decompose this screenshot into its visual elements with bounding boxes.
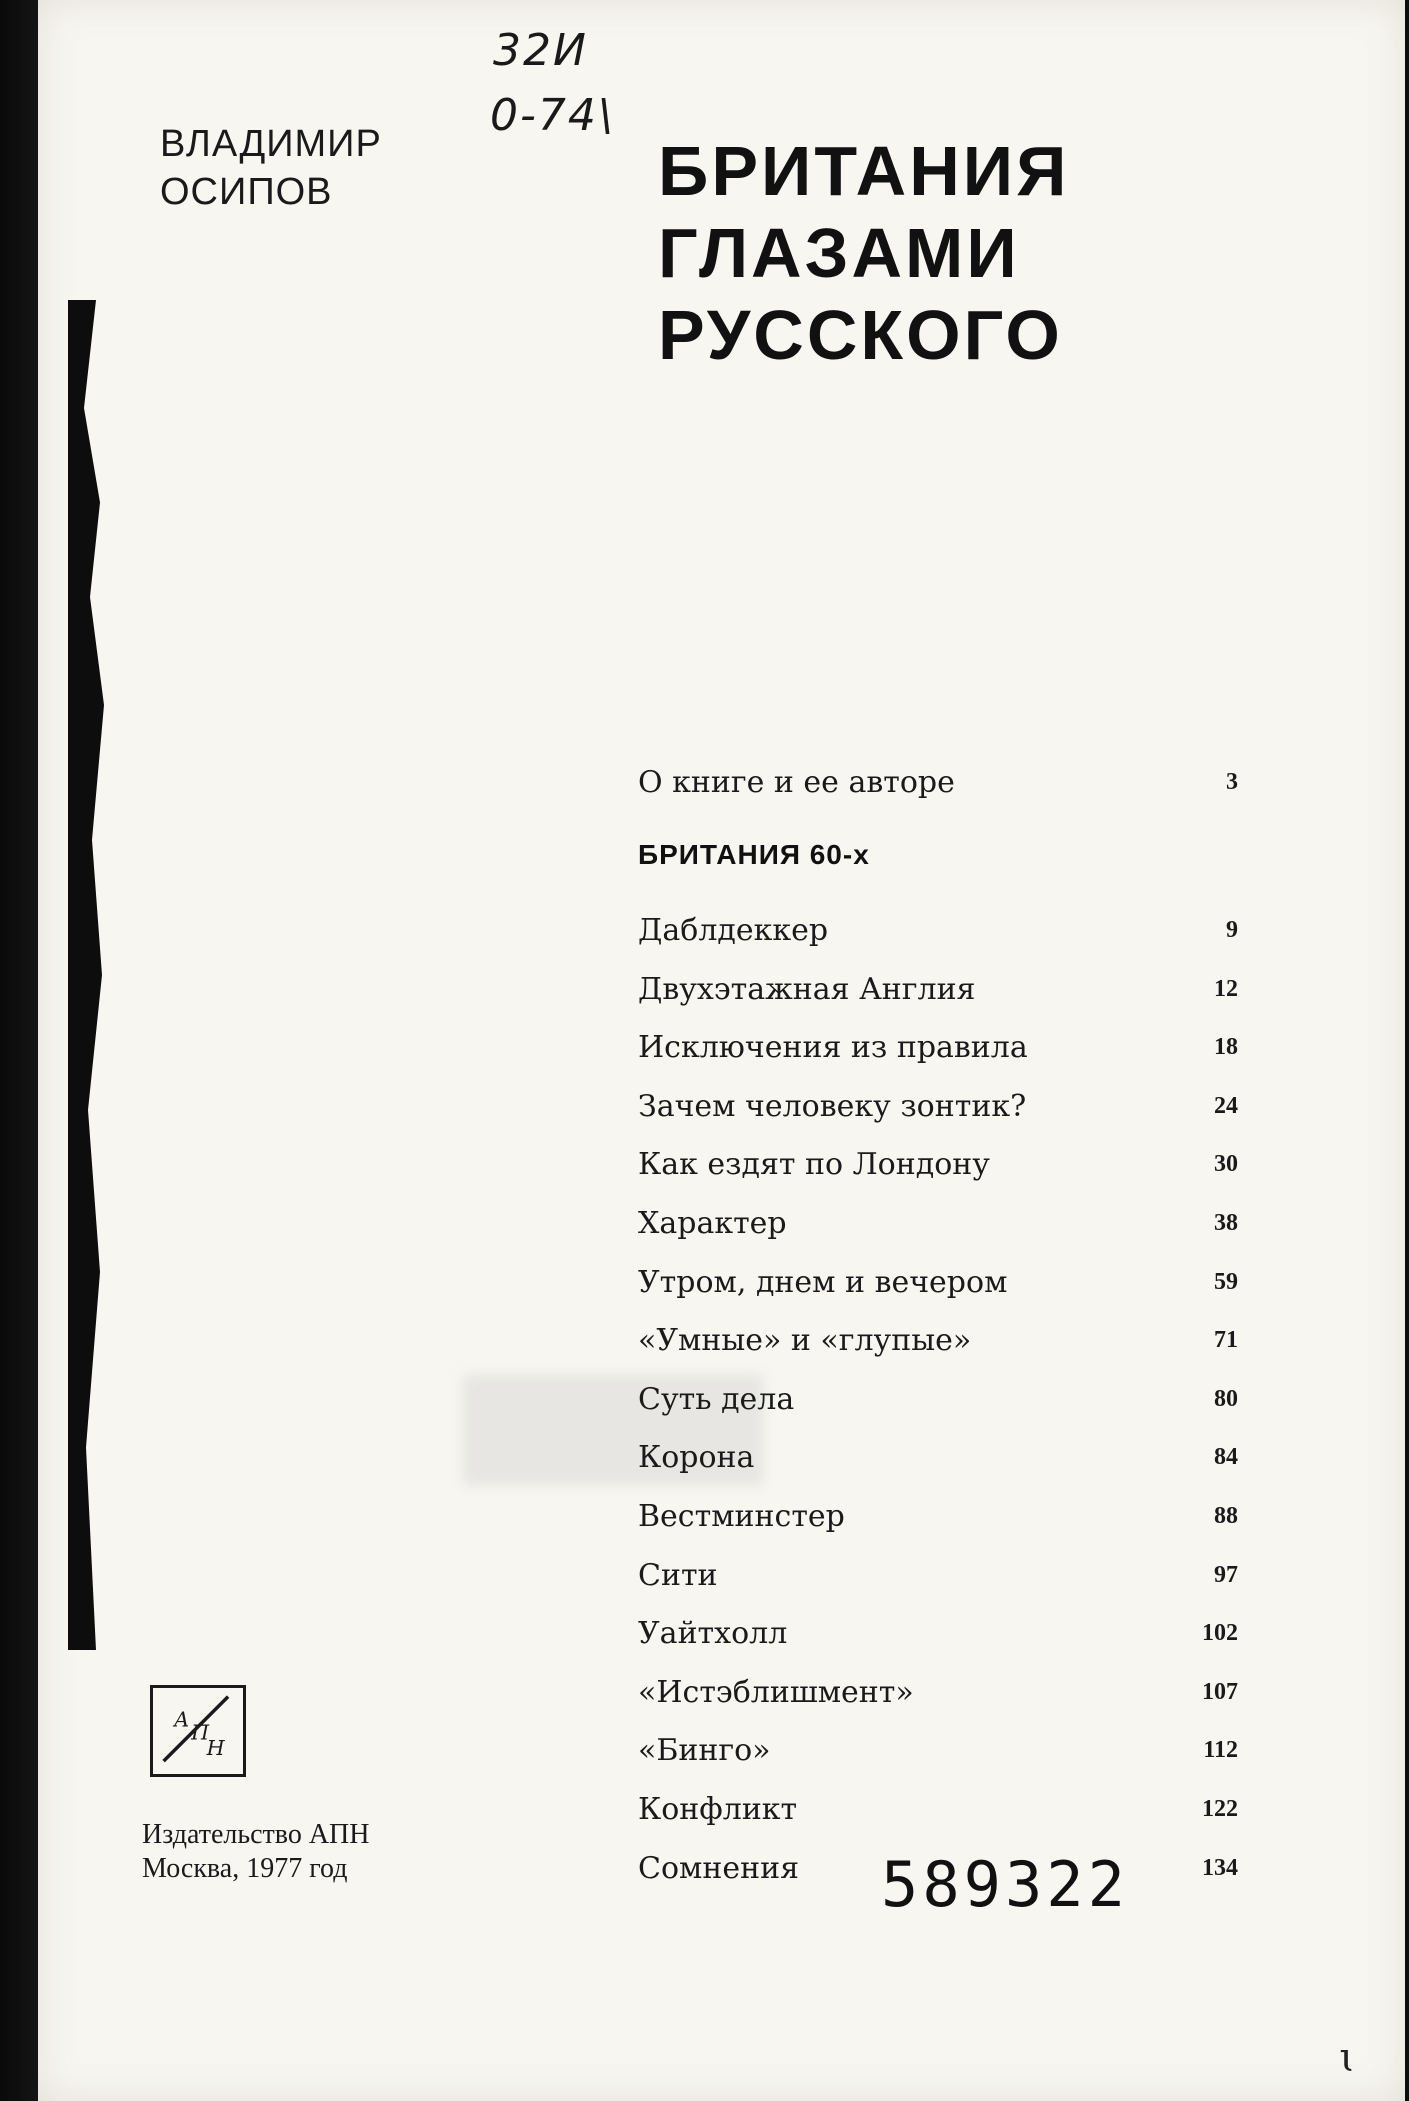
toc-entry-label: Даблдеккер bbox=[638, 913, 829, 948]
toc-entry-intro bbox=[638, 765, 1238, 839]
toc-entry-label: «Истэблишмент» bbox=[638, 1674, 914, 1710]
toc-entry-label: Уайтхолл bbox=[638, 1616, 788, 1652]
table-of-contents bbox=[638, 765, 1238, 1909]
toc-entry-page: 102 bbox=[1202, 1620, 1238, 1647]
toc-entry bbox=[638, 1733, 1238, 1792]
apn-logo bbox=[150, 1685, 246, 1777]
handwritten-author-code: 0-74\ bbox=[490, 90, 615, 141]
publisher-info bbox=[142, 1818, 370, 1886]
toc-entry-page: 71 bbox=[1214, 1327, 1238, 1354]
toc-entry bbox=[638, 1147, 1238, 1206]
author-first-name: ВЛАДИМИР bbox=[160, 123, 382, 165]
toc-entry-page: 24 bbox=[1214, 1092, 1238, 1119]
toc-entry-label: Двухэтажная Англия bbox=[638, 971, 976, 1007]
title-line-1: БРИТАНИЯ bbox=[658, 132, 1070, 210]
toc-entry-page: 38 bbox=[1214, 1209, 1238, 1236]
toc-entry-page: 30 bbox=[1214, 1151, 1238, 1178]
toc-entry-page: 122 bbox=[1202, 1795, 1238, 1822]
toc-entry-page: 134 bbox=[1202, 1854, 1238, 1881]
toc-entry bbox=[638, 1323, 1238, 1382]
toc-entry-page: 3 bbox=[1226, 769, 1238, 795]
title-line-2: ГЛАЗАМИ bbox=[658, 214, 1020, 292]
toc-entry-page: 97 bbox=[1214, 1561, 1238, 1588]
author-last-name: ОСИПОВ bbox=[160, 171, 333, 213]
toc-entry bbox=[638, 1792, 1238, 1851]
toc-entry-label: Вестминстер bbox=[638, 1498, 845, 1534]
toc-entry-page: 12 bbox=[1214, 975, 1238, 1002]
inventory-stamp: 589322 bbox=[881, 1848, 1129, 1921]
toc-entry-label: «Умные» и «глупые» bbox=[638, 1323, 972, 1359]
toc-entry-label: Сомнения bbox=[638, 1850, 800, 1886]
torn-edge bbox=[68, 300, 108, 1650]
book-page bbox=[38, 0, 1405, 2101]
toc-entry-label: Зачем человеку зонтик? bbox=[638, 1088, 1027, 1124]
toc-entry bbox=[638, 1675, 1238, 1734]
toc-entry bbox=[638, 972, 1238, 1031]
toc-entry-label: О книге и ее авторе bbox=[638, 765, 955, 800]
toc-entry-label: Исключения из правила bbox=[638, 1030, 1028, 1066]
title-line-3: РУССКОГО bbox=[658, 296, 1063, 374]
author-name bbox=[160, 120, 382, 216]
toc-section-title: БРИТАНИЯ 60-х bbox=[638, 839, 870, 870]
book-title bbox=[658, 130, 1069, 376]
toc-entry-label: Суть дела bbox=[638, 1381, 795, 1417]
toc-entry bbox=[638, 1030, 1238, 1089]
toc-entry-label: Сити bbox=[638, 1557, 718, 1593]
svg-text:А: А bbox=[173, 1707, 190, 1732]
toc-entry-page: 107 bbox=[1202, 1678, 1238, 1705]
toc-entry bbox=[638, 913, 1238, 972]
toc-entry-label: Конфликт bbox=[638, 1791, 798, 1827]
handwritten-call-number: 32И bbox=[493, 25, 588, 76]
toc-items-list bbox=[638, 913, 1238, 1909]
svg-text:Н: Н bbox=[206, 1736, 225, 1761]
toc-entry bbox=[638, 1089, 1238, 1148]
toc-entry bbox=[638, 1558, 1238, 1617]
svg-text:П: П bbox=[191, 1720, 210, 1745]
toc-entry bbox=[638, 1382, 1238, 1441]
toc-entry-page: 84 bbox=[1214, 1444, 1238, 1471]
publisher-name: Издательство АПН bbox=[142, 1819, 370, 1850]
toc-entry-label: Характер bbox=[638, 1205, 787, 1241]
toc-entry-label: Корона bbox=[638, 1440, 755, 1476]
toc-entry-label: Как ездят по Лондону bbox=[638, 1147, 990, 1183]
toc-entry-label: Утром, днем и вечером bbox=[638, 1264, 1008, 1300]
toc-entry-page: 88 bbox=[1214, 1502, 1238, 1529]
toc-entry-page: 59 bbox=[1214, 1268, 1238, 1295]
publisher-city-year: Москва, 1977 год bbox=[142, 1853, 348, 1884]
toc-entry-page: 80 bbox=[1214, 1385, 1238, 1412]
toc-entry bbox=[638, 1206, 1238, 1265]
toc-entry-page: 9 bbox=[1226, 917, 1238, 943]
toc-entry bbox=[638, 1499, 1238, 1558]
toc-entry-label: «Бинго» bbox=[638, 1733, 771, 1769]
toc-entry bbox=[638, 1616, 1238, 1675]
toc-entry-page: 112 bbox=[1203, 1737, 1238, 1764]
corner-pencil-mark: ɩ bbox=[1339, 2035, 1355, 2081]
toc-entry-page: 18 bbox=[1214, 1034, 1238, 1061]
toc-entry bbox=[638, 1265, 1238, 1324]
apn-logo-icon bbox=[153, 1688, 243, 1774]
toc-entry bbox=[638, 1440, 1238, 1499]
